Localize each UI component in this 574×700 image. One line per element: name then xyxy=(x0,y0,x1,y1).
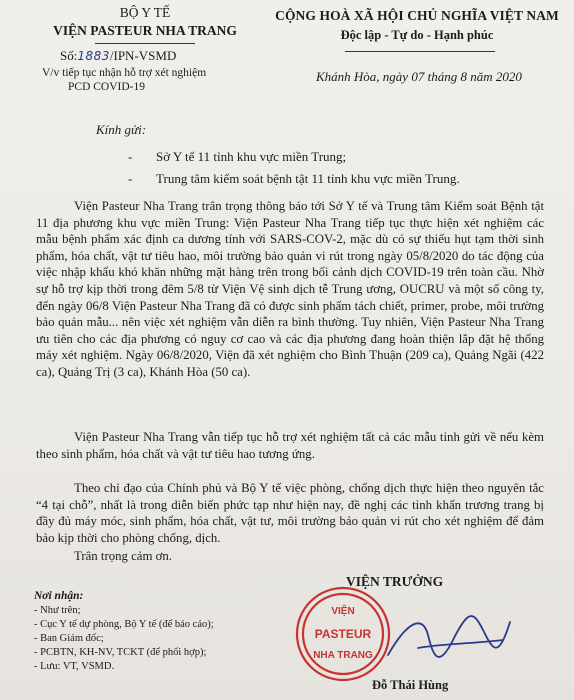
national-header xyxy=(262,8,572,43)
doc-number-handwritten: 1883 xyxy=(77,49,110,63)
recipient-text: Trung tâm kiểm soát bệnh tật 11 tỉnh khu vực miền Trung. xyxy=(156,171,460,186)
doc-number-prefix: Số: xyxy=(60,48,78,63)
signer-name: Đỗ Thái Hùng xyxy=(372,678,449,692)
subject xyxy=(42,66,206,94)
paragraph-text: Viện Pasteur Nha Trang trân trọng thông báo tới Sở Y tế và Trung tâm Kiểm soát Bệnh tật 11 địa phương khu vực miền Trung: Viện Pasteur Nha Trang tiếp tục thực hiện xét nghiệm các mẫu bệnh phẩm xác định ca dương tính với SARS-COV-2, mặc dù có sự thiếu hụt tạm thời sinh phẩm, hóa chất, vật tư tiêu hao, môi trường bảo quản vi rút trong ngày 05/8/2020 do tác động của việc nhập khẩu khó khăn những mặt hàng trên trong bối cảnh dịch COVID-19 trên toàn cầu. Nhờ sự hỗ trợ kịp thời trong đêm 5/8 từ Viện Vệ sinh dịch tễ Trung ương, OUCRU và một số công ty, đến ngày 06/8 Viện Pasteur Nha Trang đã có được sinh phẩm tách chiết, primer, probe, môi trường bảo quản mẫu... nên việc xét nghiệm vẫn diễn ra bình thường. Tuy nhiên, Viện Pasteur Nha Trang ưu tiên cho các địa phương có nguy cơ cao và các địa phương đang hoàn thiện lắp đặt hệ thống máy xét nghiệm. Ngày 06/8/2020, Viện đã xét nghiệm cho Bình Thuận (209 ca), Quảng Ngãi (422 ca), Quảng Trị (3 ca), Khánh Hòa (50 ca). xyxy=(36,199,544,379)
greeting: Kính gửi: xyxy=(96,122,147,137)
national-motto: Độc lập - Tự do - Hạnh phúc xyxy=(340,28,494,42)
closing-thanks xyxy=(36,548,544,565)
stamp-text-bottom: NHA TRANG xyxy=(313,650,373,661)
date-line: Khánh Hòa, ngày 07 tháng 8 năm 2020 xyxy=(316,69,522,84)
paragraph-text: Viện Pasteur Nha Trang vẫn tiếp tục hỗ trợ xét nghiệm tất cả các mẫu tỉnh gửi về nếu kèm theo sinh phẩm, hóa chất và vật tư tiêu hao tương ứng. xyxy=(36,430,544,461)
body-paragraph-2 xyxy=(36,429,544,462)
body-paragraph-1 xyxy=(36,198,544,381)
distribution-item: - Ban Giám đốc; xyxy=(34,633,104,644)
motto-underline xyxy=(345,51,495,52)
distribution-item: - PCBTN, KH-NV, TCKT (để phối hợp); xyxy=(34,647,207,658)
republic-name: CỘNG HOÀ XÃ HỘI CHỦ NGHĨA VIỆT NAM xyxy=(275,8,559,23)
distribution-item: - Như trên; xyxy=(34,605,81,616)
distribution-list xyxy=(34,604,214,674)
signer-title: VIỆN TRƯỞNG xyxy=(346,574,444,589)
stamp-text-middle: PASTEUR xyxy=(314,627,372,641)
issuer-header xyxy=(40,4,250,40)
document-number xyxy=(60,48,176,64)
handwritten-signature-icon xyxy=(378,600,518,680)
distribution-item: - Cục Y tế dự phòng, Bộ Y tế (để báo cáo); xyxy=(34,619,214,630)
body-paragraph-3 xyxy=(36,480,544,546)
distribution-title: Nơi nhận: xyxy=(34,590,84,602)
recipient-text: Sở Y tế 11 tỉnh khu vực miền Trung; xyxy=(156,149,347,164)
recipient-line: - Sở Y tế 11 tỉnh khu vực miền Trung; xyxy=(128,149,347,164)
institute-name: VIỆN PASTEUR NHA TRANG xyxy=(53,23,237,38)
recipient-line: - Trung tâm kiểm soát bệnh tật 11 tỉnh khu vực miền Trung. xyxy=(128,171,460,186)
stamp-text-top: VIỆN xyxy=(331,606,355,617)
subject-line-1: V/v tiếp tục nhận hỗ trợ xét nghiệm xyxy=(42,67,207,79)
ministry-name: BỘ Y TẾ xyxy=(119,5,171,20)
issuer-underline xyxy=(95,43,195,44)
distribution-item: - Lưu: VT, VSMD. xyxy=(34,661,115,672)
doc-number-suffix: /IPN-VSMD xyxy=(109,48,177,63)
paragraph-text: Theo chỉ đạo của Chính phủ và Bộ Y tế việc phòng, chống dịch thực hiện theo nguyên tắc “4 tại chỗ”, nhất là trong diễn biến phức tạp như hiện nay, đề nghị các tỉnh khẩn trương trang bị đầy đủ máy móc, sinh phẩm, hóa chất, vật tư, môi trường bảo quản vi rút cho xét nghiệm để đảm bảo kịp thời cho phòng chống, dịch. xyxy=(36,481,544,545)
subject-line-2: PCD COVID-19 xyxy=(68,81,145,93)
paragraph-text: Trân trọng cảm ơn. xyxy=(74,549,172,563)
